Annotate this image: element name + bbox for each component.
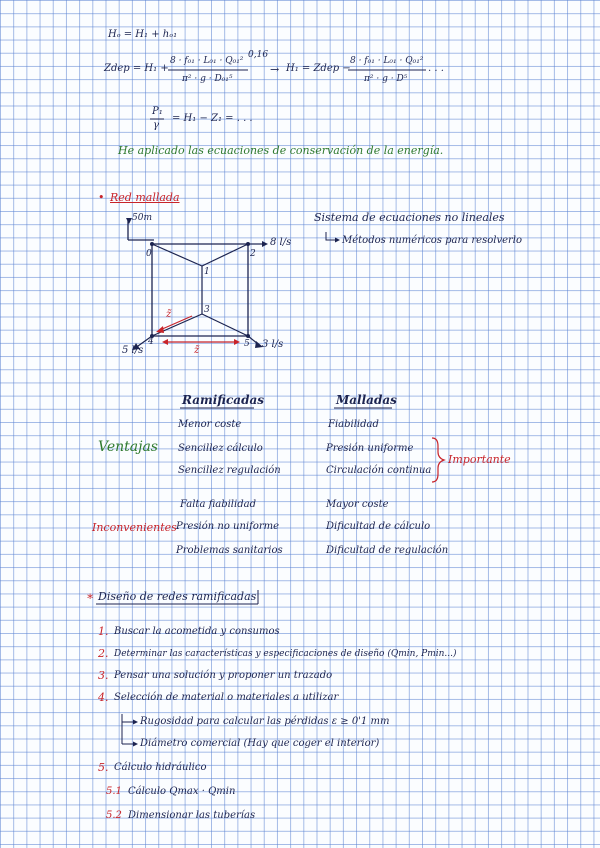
flow-label-node-5: 3 l/s (262, 339, 284, 350)
conservation-note: He aplicado las ecuaciones de conservación de la energía. (118, 144, 444, 157)
step-3-number: 3. (98, 669, 109, 682)
step-1-text: Buscar la acometida y consumos (114, 626, 280, 637)
sub-step-51-text: Cálculo Qmax · Qmin (128, 786, 236, 797)
step-5-text: Cálculo hidráulico (114, 762, 207, 773)
step-2-text: Determinar las características y especificaciones de diseño (Qmin, Pmin...) (114, 649, 457, 659)
ventajas-malladas-1: Fiabilidad (328, 419, 379, 430)
note-arrow (326, 232, 336, 240)
equation-exponent: 0,16 (248, 50, 269, 60)
col2-header: Malladas (336, 393, 397, 407)
pipe-3-4 (152, 314, 202, 336)
inconvenientes-malladas-1: Mayor coste (326, 499, 389, 510)
inconvenientes-malladas-3: Dificultad de regulación (326, 545, 449, 556)
important-label: Importante (448, 453, 511, 466)
ventajas-label: Ventajas (98, 439, 158, 455)
note-nonlinear-system: Sistema de ecuaciones no lineales (314, 211, 505, 224)
ventajas-malladas-2: Presión uniforme (326, 443, 414, 454)
ventajas-ramificadas-2: Sencillez cálculo (178, 443, 263, 454)
arrow-head-icon (335, 238, 340, 243)
step-5-number: 5. (98, 761, 109, 774)
arrow-head-icon (133, 720, 138, 725)
equation-line-3-numerator: P₁ (152, 106, 163, 117)
equation-fraction-numerator: 8 · f₀₁ · L₀₁ · Q₀₁² (170, 56, 244, 66)
step-4-number: 4. (98, 691, 109, 704)
ventajas-ramificadas-3: Sencillez regulación (178, 465, 281, 476)
equation-line-3-rest: = H₁ − Z₁ = . . . (172, 113, 253, 124)
inconvenientes-malladas-2: Dificultad de cálculo (326, 521, 431, 532)
sub-step-51-number: 5.1 (106, 786, 122, 797)
red-label-bottom: z̃ (194, 345, 200, 356)
step-4-text: Selección de material o materiales a utilizar (114, 692, 339, 703)
node-label-1: 1 (204, 267, 210, 277)
design-heading-asterisk: ∗ (86, 589, 95, 603)
node-label-0: 0 (146, 249, 152, 259)
design-heading: Diseño de redes ramificadas (98, 590, 257, 603)
flow-label-node-2: 8 l/s (270, 237, 292, 248)
equation-fraction2-denominator: π² · g · D⁵ (364, 74, 408, 84)
node-dot (150, 242, 154, 246)
equation-arrow: → (270, 63, 280, 76)
inconvenientes-label: Inconvenientes (92, 521, 177, 534)
important-brace (432, 438, 444, 482)
col1-header: Ramificadas (182, 393, 265, 407)
red-label-diagonal: z̃ (166, 309, 172, 320)
red-arrow-head-icon (162, 339, 168, 345)
step-1-number: 1. (98, 625, 109, 638)
equation-fraction-denominator: π² · g · D₀₁⁵ (182, 74, 233, 84)
inconvenientes-ramificadas-3: Problemas sanitarios (176, 545, 283, 556)
node-label-3: 3 (204, 305, 210, 315)
equation-line-2-left: Zdep = H₁ + (104, 63, 169, 74)
arrow-head-icon (262, 241, 268, 247)
inconvenientes-ramificadas-2: Presión no uniforme (176, 521, 280, 532)
pipe-3-5 (202, 314, 248, 336)
step-2-number: 2. (98, 647, 109, 660)
arrow-head-icon (133, 742, 138, 747)
equation-fraction2-numerator: 8 · f₀₁ · L₀₁ · Q₀₁² (350, 56, 424, 66)
equation-line-1: Hₒ = H₁ + hₒ₁ (108, 29, 178, 40)
flow-label-node-4: 5 l/s (122, 345, 144, 356)
sub-step-52-text: Dimensionar las tuberías (128, 810, 256, 821)
red-flow-arrow-diagonal (160, 316, 192, 330)
equation-line-2-right: H₁ = Zdep − (286, 63, 351, 74)
ventajas-ramificadas-1: Menor coste (178, 419, 242, 430)
node-label-4: 4 (148, 337, 154, 347)
red-mallada-bullet: • (98, 191, 105, 204)
node-label-5: 5 (244, 339, 250, 349)
step-3-text: Pensar una solución y proponer un trazado (114, 670, 333, 681)
red-mallada-heading: Red mallada (110, 191, 180, 204)
sub-item-roughness: Rugosidad para calcular las pérdidas ε ≥ 0'1 mm (140, 716, 390, 727)
ventajas-malladas-3: Circulación continua (326, 465, 432, 476)
equation-line-3-denominator: γ (153, 120, 159, 131)
pipe-2-1 (202, 244, 248, 266)
pipe-0-1 (152, 244, 202, 266)
red-arrow-head-icon (234, 339, 240, 345)
reservoir-label: 50m (132, 213, 152, 223)
red-arrow-head-icon (156, 326, 164, 333)
sub-item-diameter: Diámetro comercial (Hay que coger el interior) (140, 738, 380, 749)
note-numerical-methods: Métodos numéricos para resolverlo (342, 235, 523, 246)
inconvenientes-ramificadas-1: Falta fiabilidad (180, 499, 256, 510)
node-label-2: 2 (250, 249, 256, 259)
sub-step-52-number: 5.2 (106, 810, 122, 821)
equation-tail: . . . (428, 63, 444, 74)
